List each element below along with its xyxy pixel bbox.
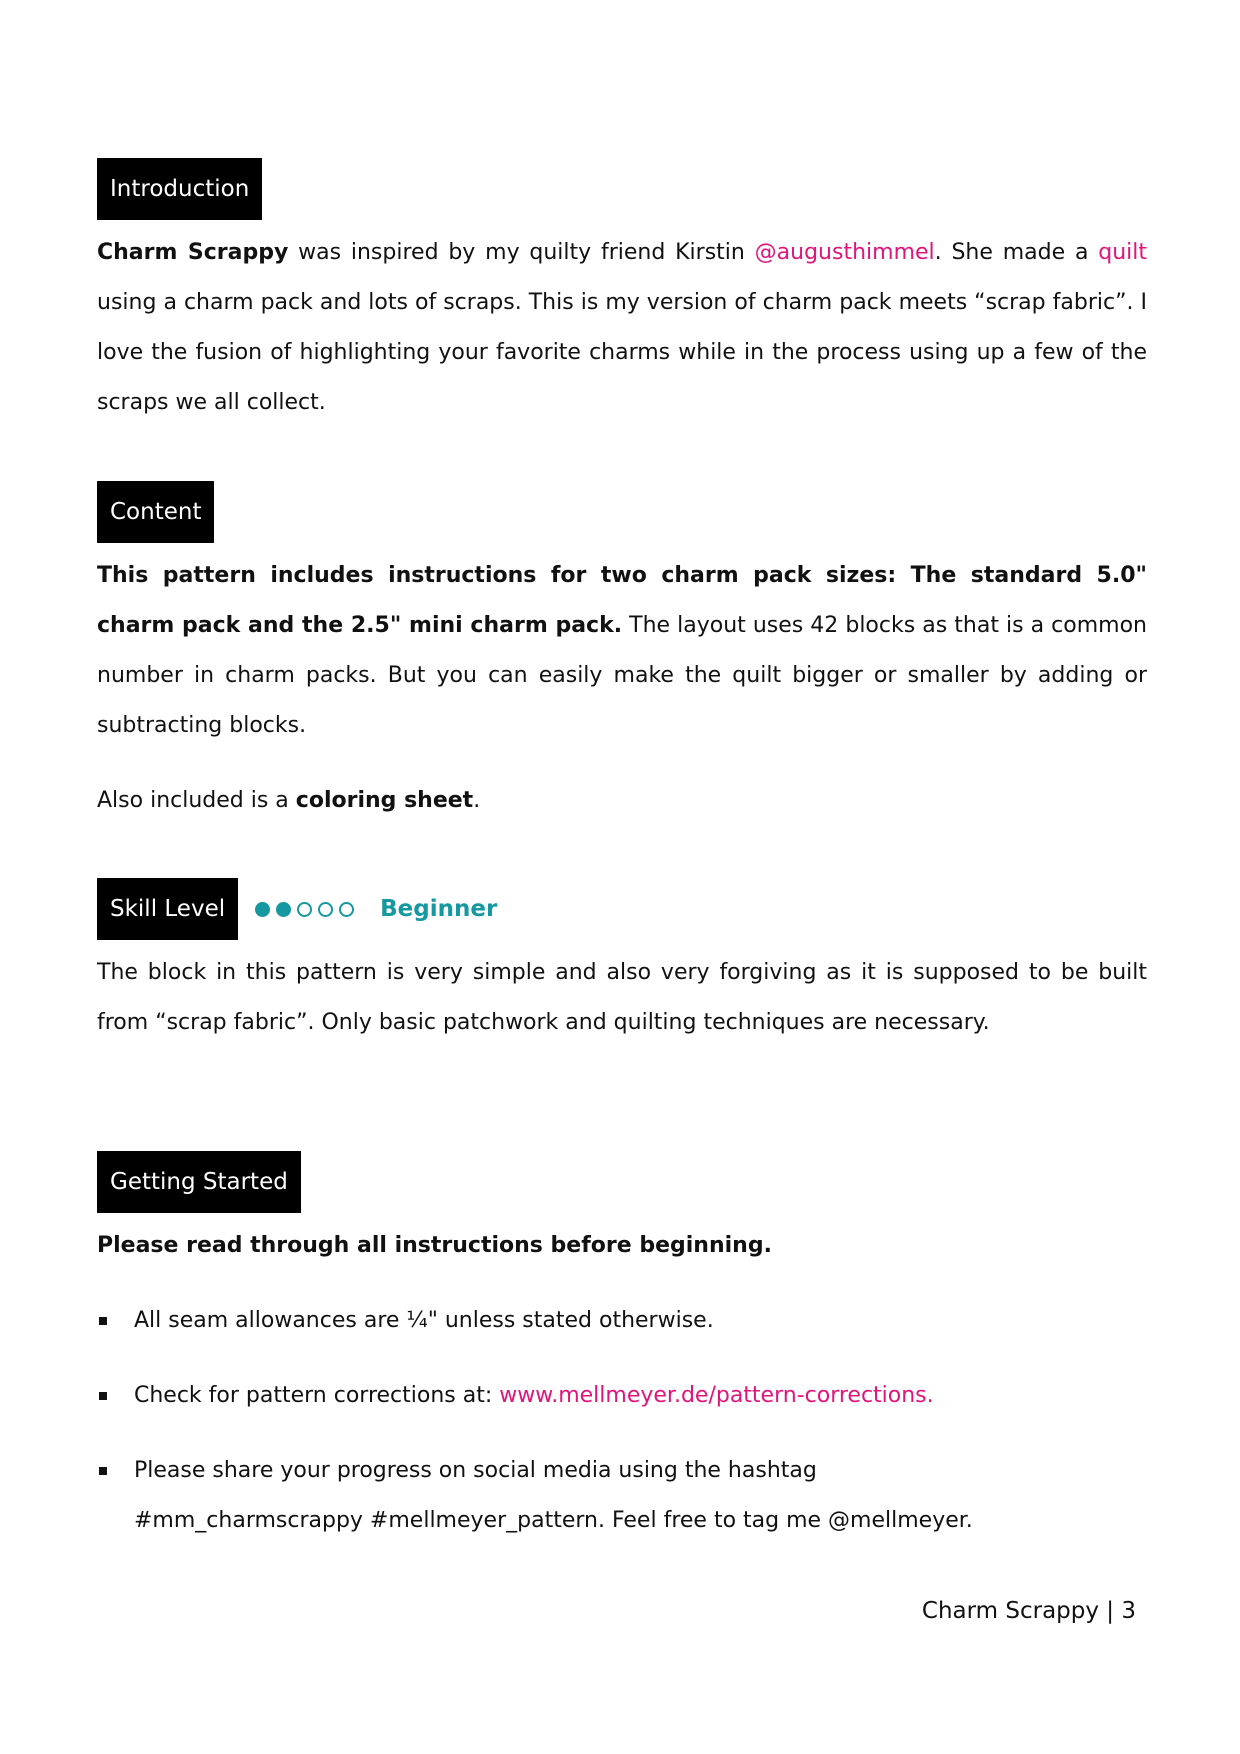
introduction-paragraph [97,228,1147,428]
list-item [97,1446,1147,1546]
filled-dot-icon [255,902,270,917]
empty-dot-icon [297,902,312,917]
introduction-section [97,158,1147,428]
coloring-sheet-bold: coloring sheet [295,788,474,813]
content-section [97,481,1147,826]
intro-text-1: was inspired by my quilty friend Kirstin [288,240,755,265]
read-instructions-note [97,1221,1147,1271]
pattern-corrections-link[interactable]: www.mellmeyer.de/pattern-corrections. [499,1383,934,1408]
intro-text-2: . She made a [934,240,1099,265]
coloring-sheet-paragraph [97,776,1147,826]
quilt-link[interactable]: quilt [1098,240,1147,265]
getting-started-list [97,1296,1147,1546]
content-text-rest: The layout uses 42 blocks as that is a common number in charm packs. But you can easily make the quilt bigger or smaller by adding or subtracting blocks. [97,613,1148,738]
skill-level-description: The block in this pattern is very simple and also very forgiving as it is supposed to be built from “scrap fabric”. Only basic patchwork and quilting techniques are necessary. [97,960,1147,1035]
empty-dot-icon [318,902,333,917]
skill-level-section [97,878,1147,1048]
getting-started-section [97,1151,1147,1546]
square-bullet-icon [99,1317,107,1325]
content-heading: Content [97,481,214,543]
pattern-name: Charm Scrappy [97,240,289,265]
list-item-text: Check for pattern corrections at: [134,1383,500,1408]
augusthimmel-link[interactable]: @augusthimmel [754,240,935,265]
page-footer: Charm Scrappy | 3 [921,1598,1136,1624]
list-item [97,1371,1147,1421]
empty-dot-icon [339,902,354,917]
read-instructions-bold: Please read through all instructions before beginning. [97,1233,772,1258]
list-item [97,1296,1147,1346]
square-bullet-icon [99,1467,107,1475]
also-end: . [473,788,481,813]
hashtags-text: #mm_charmscrappy #mellmeyer_pattern. Feel free to tag me @mellmeyer. [134,1508,973,1533]
square-bullet-icon [99,1392,107,1400]
introduction-heading: Introduction [97,158,262,220]
content-paragraph [97,551,1147,751]
skill-level-heading: Skill Level [97,878,238,940]
content-bold-intro: This pattern includes instructions for two charm pack sizes: The standard 5.0" charm pack and the 2.5" mini charm pack. [97,563,1147,638]
skill-rating-dots [255,902,360,917]
intro-text-3: using a charm pack and lots of scraps. This is my version of charm pack meets “scrap fabric”. I love the fusion of highlighting your favorite charms while in the process using up a few of the scraps we all collect. [97,290,1147,415]
getting-started-heading: Getting Started [97,1151,301,1213]
filled-dot-icon [276,902,291,917]
skill-level-label: Beginner [380,896,498,922]
list-item-text: All seam allowances are ¼" unless stated otherwise. [134,1308,714,1333]
list-item-text: Please share your progress on social media using the hashtag [134,1458,817,1483]
also-text: Also included is a [97,788,296,813]
